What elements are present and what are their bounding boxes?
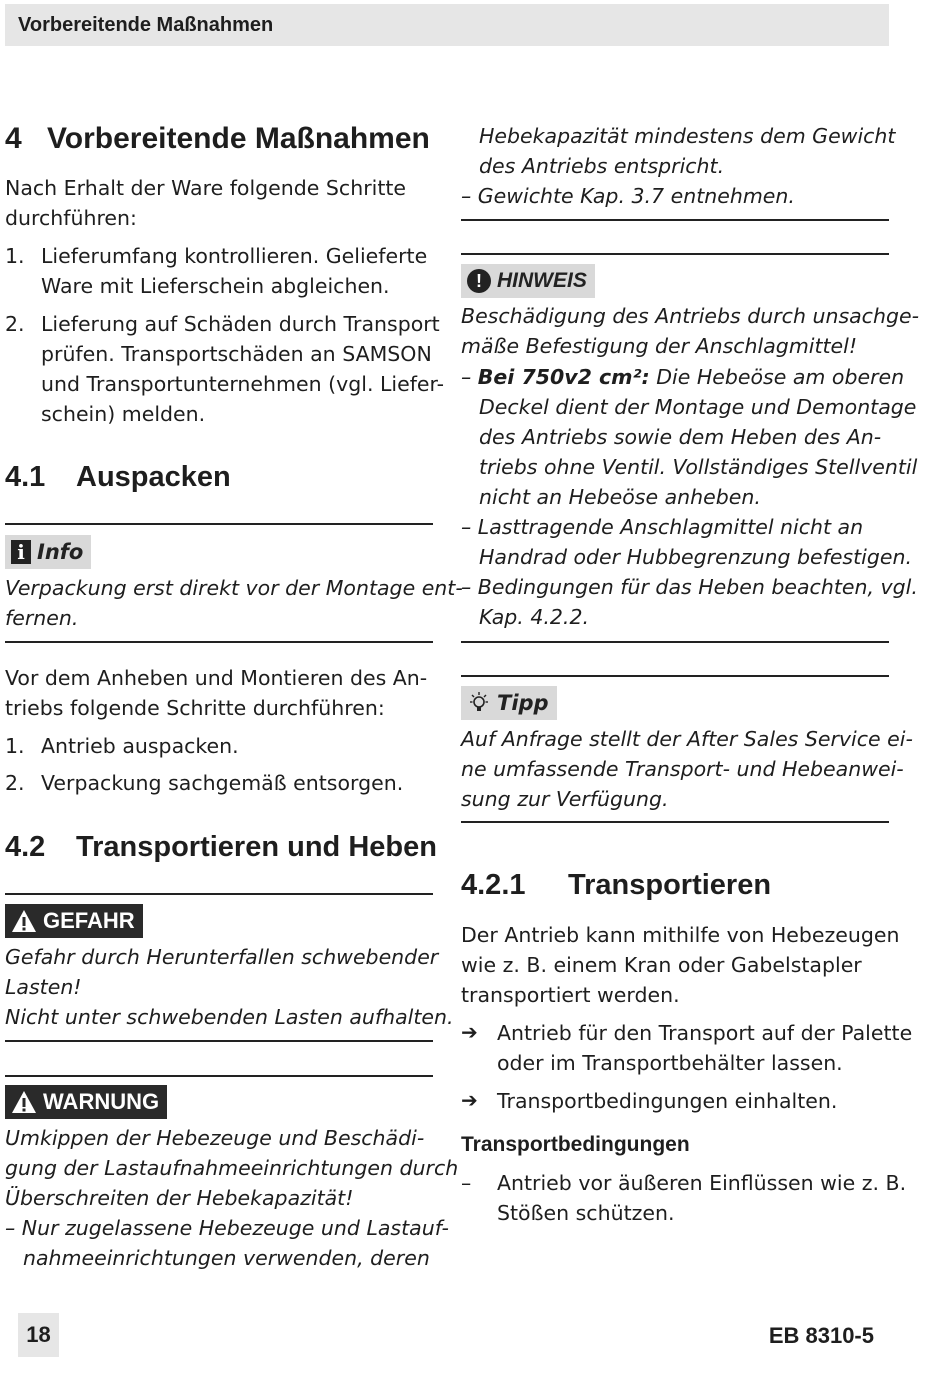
- warning-continued: Hebekapazität mindestens dem Gewicht des Antriebs entspricht.: [479, 124, 896, 178]
- info-icon: i: [11, 540, 31, 564]
- danger-text: Gefahr durch Herunterfallen schwebender Lasten! Nicht unter schwebenden Lasten aufhalten.: [5, 945, 454, 1029]
- list-item: Lieferung auf Schäden durch Transport prüfen. Transportschäden an SAMSON und Transportunternehmen (vgl. Liefer- schein) melden.: [41, 312, 445, 426]
- divider: [5, 641, 433, 643]
- tip-text: Auf Anfrage stellt der After Sales Service ei- ne umfassende Transport- und Hebeanwei- sung zur Verfügung.: [461, 727, 913, 811]
- step-number: 1.: [5, 734, 25, 758]
- info-label: Info: [37, 540, 84, 564]
- step-number: 2.: [5, 771, 25, 795]
- notice-bullet: – Bei 750v2 cm²: Die Hebeöse am oberen Deckel dient der Montage und Demontage des Antriebs sowie dem Heben des An- triebs ohne Ventil. Vollständiges Stellventil nicht an Hebeöse anheben. – Lasttragende Anschlagmittel nicht an Handrad oder Hubbegrenzung befestigen. – Bedingungen für das Heben beachten, vgl. Kap. 4.2.2.: [461, 365, 918, 629]
- info-badge: [5, 535, 91, 569]
- section-4-1-heading: [5, 461, 231, 494]
- running-header: [5, 4, 889, 46]
- dash-marker: –: [461, 1171, 472, 1195]
- divider: [5, 1075, 433, 1077]
- section-number: 4.2: [5, 831, 46, 863]
- warning-triangle-icon: [11, 909, 37, 933]
- running-header-title: Vorbereitende Maßnahmen: [18, 14, 274, 36]
- conditions-heading: Transportbedingungen: [461, 1133, 690, 1156]
- list-item: Verpackung sachgemäß entsorgen.: [41, 771, 404, 795]
- document-id: EB 8310-5: [768, 1323, 874, 1348]
- notice-bullet-bold: Bei 750v2 cm²:: [477, 365, 650, 389]
- section-4-2-1-heading: [461, 869, 771, 902]
- transport-paragraph: Der Antrieb kann mithilfe von Hebezeugen wie z. B. einem Kran oder Gabelstapler transportiert werden.: [461, 923, 900, 1007]
- warning-label: WARNUNG: [43, 1089, 160, 1114]
- divider: [5, 1040, 433, 1042]
- tip-label: Tipp: [497, 691, 549, 715]
- warning-badge: [5, 1085, 167, 1119]
- divider: [461, 641, 889, 643]
- list-item: Antrieb auspacken.: [41, 734, 239, 758]
- danger-badge: [5, 904, 143, 938]
- section-title: Auspacken: [76, 461, 231, 493]
- section-title: Vorbereitende Maßnahmen: [47, 122, 430, 155]
- notice-text: Beschädigung des Antriebs durch unsachge- mäße Befestigung der Anschlagmittel!: [461, 304, 919, 358]
- divider: [461, 253, 889, 255]
- warning-text: Umkippen der Hebezeuge und Beschädi- gung der Lastaufnahmeeinrichtungen durch Überschreiten der Hebekapazität! – Nur zugelassene Hebezeuge und Lastauf- nahmeeinrichtungen verwenden, deren: [5, 1126, 459, 1270]
- intro-paragraph: Nach Erhalt der Ware folgende Schritte durchführen:: [5, 176, 407, 230]
- warning-continued-dash: – Gewichte Kap. 3.7 entnehmen.: [461, 184, 795, 208]
- danger-label: GEFAHR: [43, 908, 135, 933]
- action-item: Antrieb für den Transport auf der Palette oder im Transportbehälter lassen.: [497, 1021, 913, 1075]
- info-text: Verpackung erst direkt vor der Montage ent- fernen.: [5, 576, 463, 630]
- step-number: 1.: [5, 244, 25, 268]
- section-4-heading: [5, 122, 430, 156]
- exclamation-circle-icon: !: [467, 269, 491, 293]
- warning-triangle-icon: [11, 1090, 37, 1114]
- divider: [461, 219, 889, 221]
- section-number: 4.1: [5, 461, 46, 493]
- divider: [461, 821, 889, 823]
- list-item: Lieferumfang kontrollieren. Gelieferte Ware mit Lieferschein abgleichen.: [41, 244, 428, 298]
- notice-label: HINWEIS: [497, 269, 587, 292]
- section-title: Transportieren und Heben: [76, 831, 437, 863]
- arrow-right-icon: ➔: [461, 1088, 478, 1112]
- section-4-2-heading: [5, 831, 437, 864]
- before-paragraph: Vor dem Anheben und Montieren des An- triebs folgende Schritte durchführen:: [5, 666, 428, 720]
- arrow-right-icon: ➔: [461, 1020, 478, 1044]
- divider: [5, 523, 433, 525]
- section-title: Transportieren: [568, 869, 772, 901]
- condition-item: Antrieb vor äußeren Einflüssen wie z. B. Stößen schützen.: [497, 1171, 907, 1225]
- section-number: 4.2.1: [461, 869, 526, 901]
- divider: [461, 675, 889, 677]
- tip-badge: [461, 686, 557, 720]
- lightbulb-icon: [467, 691, 491, 715]
- page-number: 18: [18, 1313, 59, 1357]
- notice-badge: [461, 264, 595, 298]
- divider: [5, 893, 433, 895]
- action-item: Transportbedingungen einhalten.: [497, 1089, 838, 1113]
- section-number: 4: [5, 122, 22, 155]
- step-number: 2.: [5, 312, 25, 336]
